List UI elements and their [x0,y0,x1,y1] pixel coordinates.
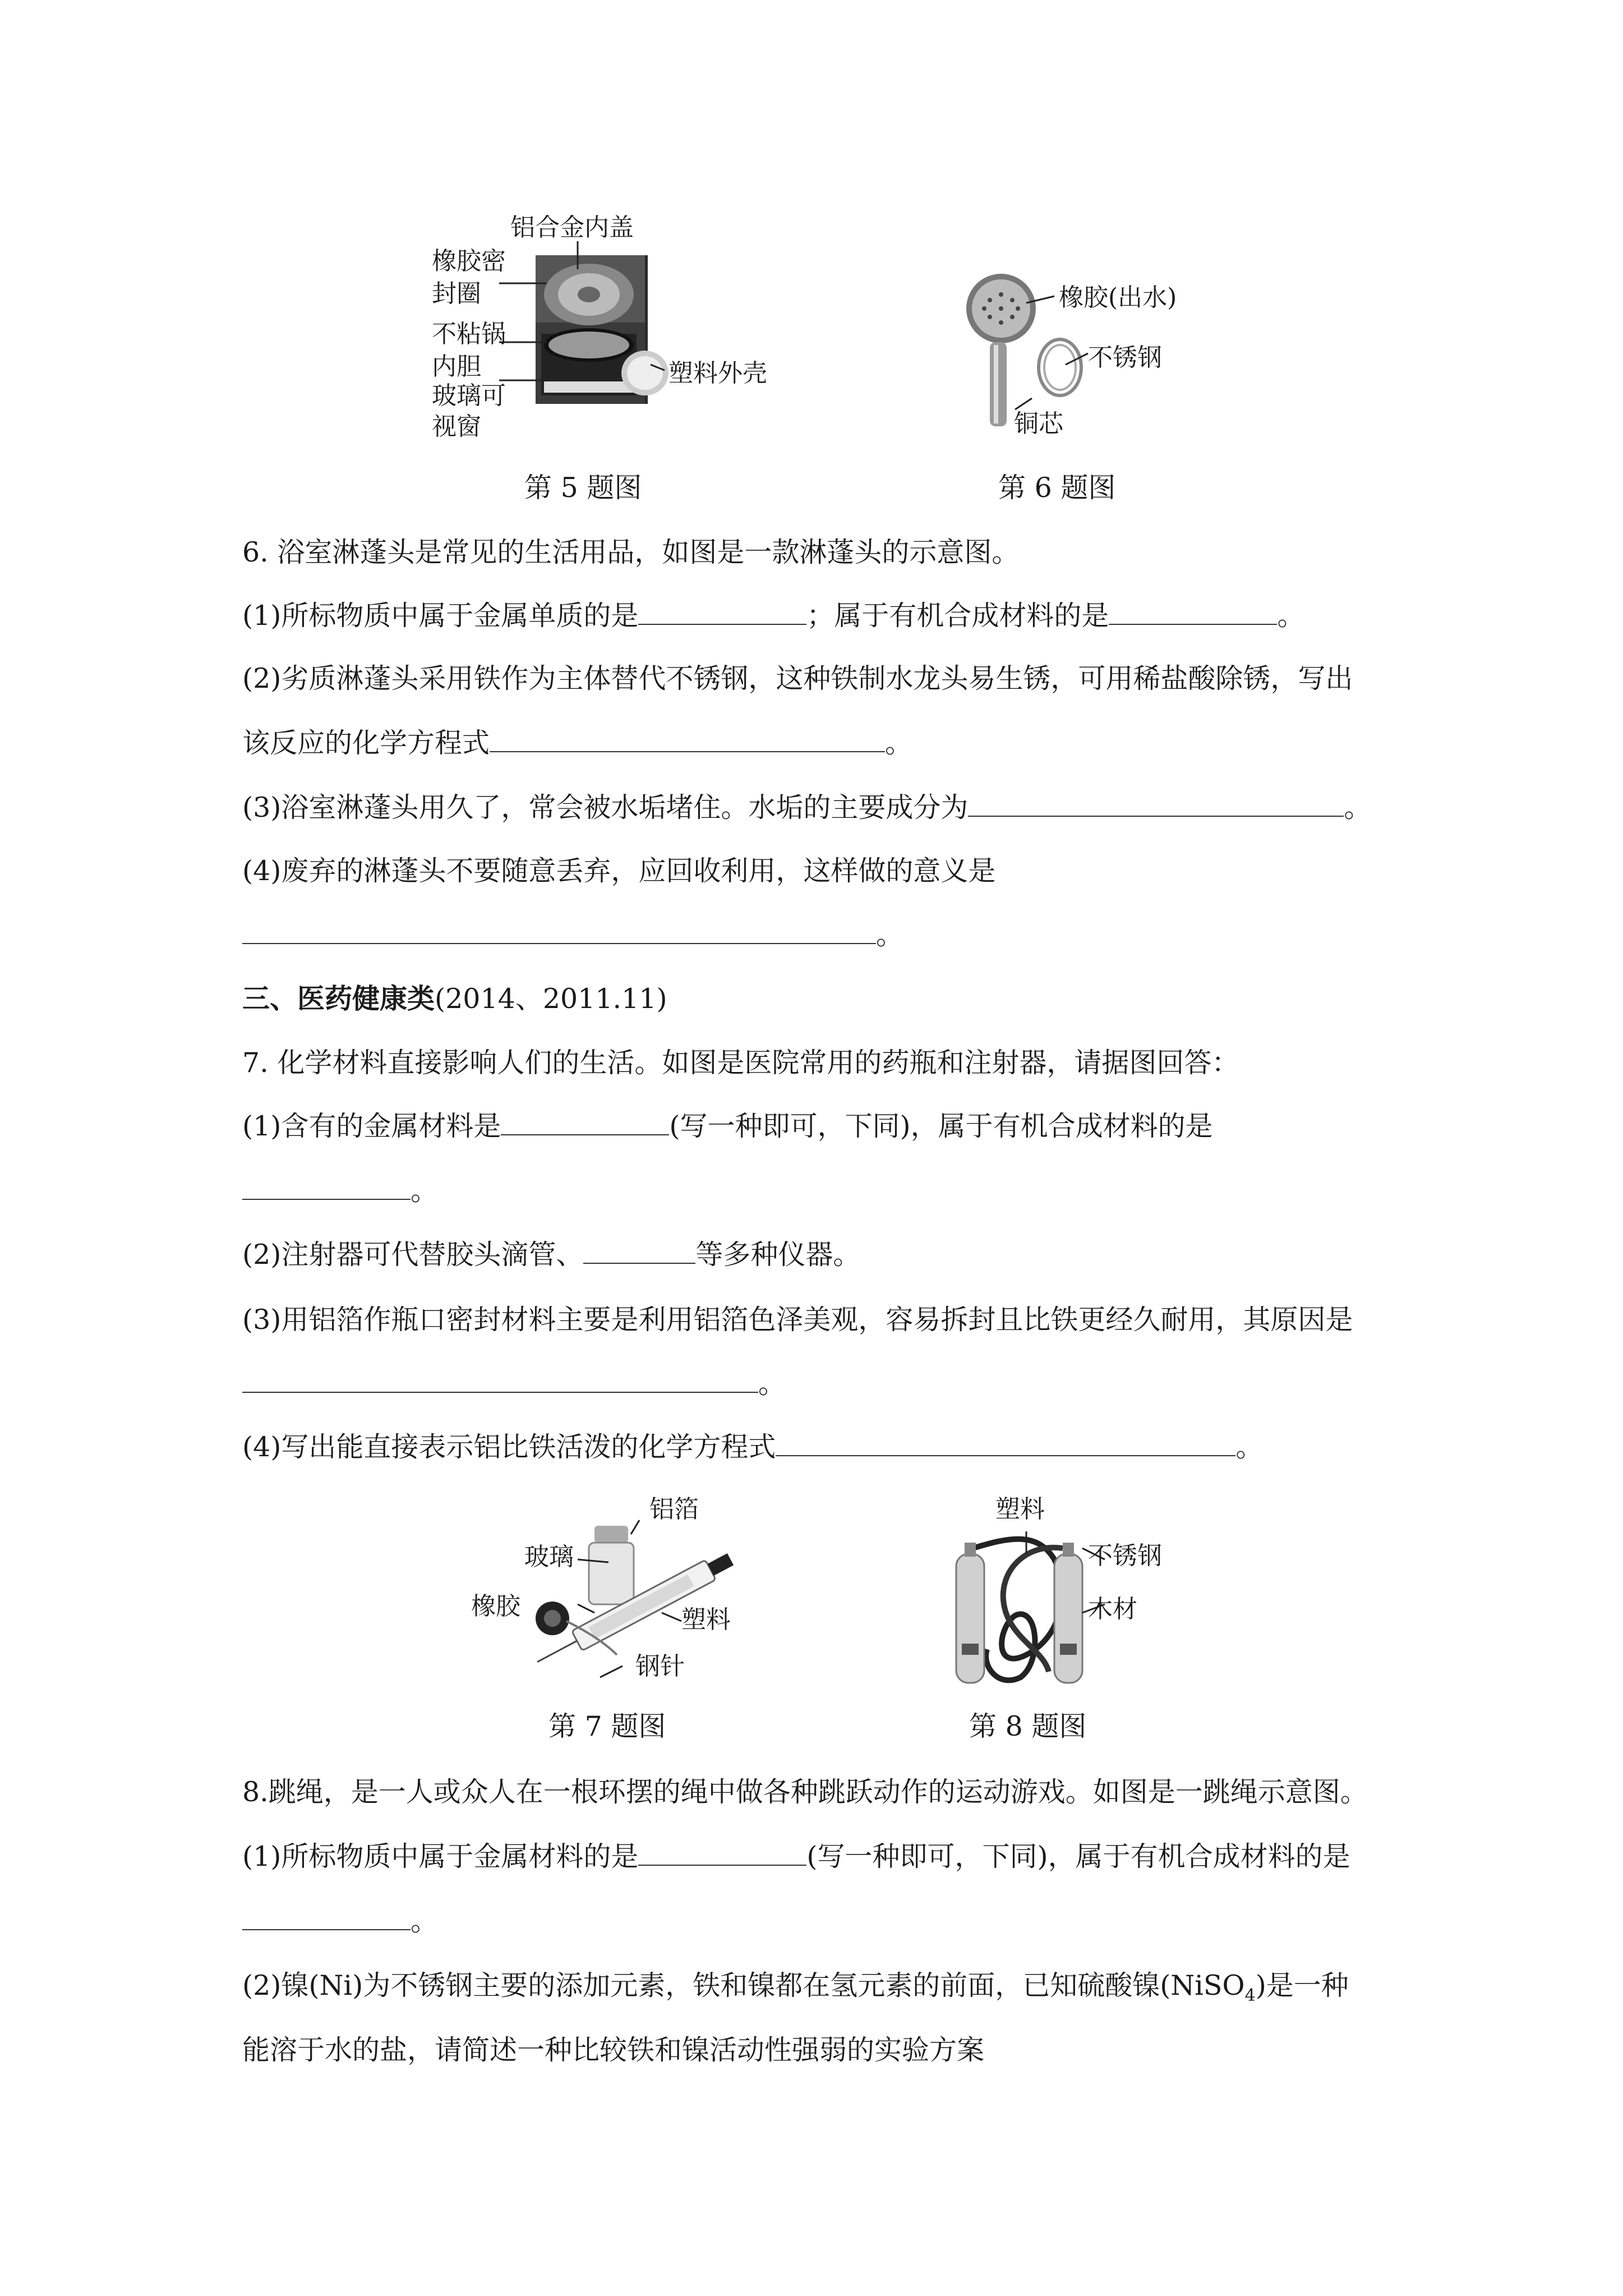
q6-part2-line1: (2)劣质淋蓬头采用铁作为主体替代不锈钢，这种铁制水龙头易生锈，可用稀盐酸除锈，写出 [242,662,1353,694]
answer-blank[interactable] [501,1112,669,1135]
q7-part3-line2: 。 [242,1367,786,1401]
fig8-label-steel: 不锈钢 [1088,1542,1162,1570]
fig7-label-needle: 钢针 [635,1652,685,1681]
q7-part2: (2)注射器可代替胶头滴管、 等多种仪器。 [242,1239,861,1271]
fig6-caption: 第 6 题图 [998,472,1116,504]
answer-blank[interactable] [242,1176,411,1200]
answer-blank[interactable] [242,1369,758,1393]
q8-part1-line2: 。 [242,1904,438,1938]
fig7-caption: 第 7 题图 [548,1710,666,1742]
answer-blank[interactable] [776,1433,1235,1456]
fig5-label-pot-1: 不粘锅 [432,320,506,348]
answer-blank[interactable] [638,1842,806,1866]
fig8-label-plastic: 塑料 [995,1495,1045,1524]
answer-blank[interactable] [968,793,1344,817]
answer-blank[interactable] [242,1907,411,1930]
q6-part4-line1: (4)废弃的淋蓬头不要随意丢弃，应回收利用，这样做的意义是 [242,855,996,887]
q6-part1: (1)所标物质中属于金属单质的是 ；属于有机合成材料的是 。 [242,600,1305,632]
q8-part2-line1: (2)镍(Ni)为不锈钢主要的添加元素，铁和镍都在氢元素的前面，已知硫酸镍(NiSO$_4$)是一种 [242,1970,1349,2005]
fig5-label-seal-2: 封圈 [432,279,481,308]
q8-stem: 8.跳绳，是一人或众人在一根环摆的绳中做各种跳跃动作的运动游戏。如图是一跳绳示意图。 [242,1776,1368,1808]
fig6-label-steel: 不锈钢 [1088,343,1162,372]
fig5-label-window-2: 视窗 [432,412,481,441]
fig5-label-window-1: 玻璃可 [432,381,506,410]
fig7-label-plastic: 塑料 [681,1605,731,1634]
q7-part1-line1: (1)含有的金属材料是 (写一种即可，下同)，属于有机合成材料的是 [242,1110,1213,1142]
answer-blank[interactable] [583,1240,695,1264]
fig5-label-shell: 塑料外壳 [668,359,767,388]
answer-blank[interactable] [490,729,885,752]
answer-blank[interactable] [1109,601,1277,625]
answer-blank[interactable] [638,601,806,625]
fig8-caption: 第 8 题图 [969,1710,1087,1742]
fig7-label-glass: 玻璃 [524,1543,574,1571]
q7-stem: 7. 化学材料直接影响人们的生活。如图是医院常用的药瓶和注射器，请据图回答： [242,1047,1239,1079]
fig6-label-copper: 铜芯 [1014,409,1063,438]
q8-part2-line2: 能溶于水的盐，请简述一种比较铁和镍活动性强弱的实验方案 [242,2034,985,2066]
q8-part1-line1: (1)所标物质中属于金属材料的是 (写一种即可，下同)，属于有机合成材料的是 [242,1841,1350,1872]
answer-blank[interactable] [242,921,876,944]
fig5-label-pot-2: 内胆 [432,352,481,381]
fig5-label-lid: 铝合金内盖 [510,213,634,242]
fig8-label-wood: 木材 [1088,1595,1137,1623]
q6-part4-line2: 。 [242,918,903,952]
q6-stem: 6. 浴室淋蓬头是常见的生活用品，如图是一款淋蓬头的示意图。 [242,536,1020,568]
fig5-leader-lines [494,236,757,415]
fig5-caption: 第 5 题图 [524,472,642,504]
section-3-heading: 三、医药健康类(2014、2011.11) [242,982,667,1015]
q6-part2-line2: 该反应的化学方程式 。 [242,727,913,759]
fig6-label-rubber: 橡胶(出水) [1059,283,1177,312]
q6-part3: (3)浴室淋蓬头用久了，常会被水垢堵住。水垢的主要成分为 。 [242,792,1372,823]
q7-part1-line2: 。 [242,1174,438,1208]
q7-part4: (4)写出能直接表示铝比铁活泼的化学方程式 。 [242,1431,1264,1463]
q7-part3-line1: (3)用铝箔作瓶口密封材料主要是利用铝箔色泽美观，容易拆封且比铁更经久耐用，其原因是 [242,1304,1353,1336]
fig5-label-seal-1: 橡胶密 [432,247,506,275]
fig7-label-rubber: 橡胶 [471,1592,520,1621]
fig7-label-foil: 铝箔 [649,1495,699,1524]
